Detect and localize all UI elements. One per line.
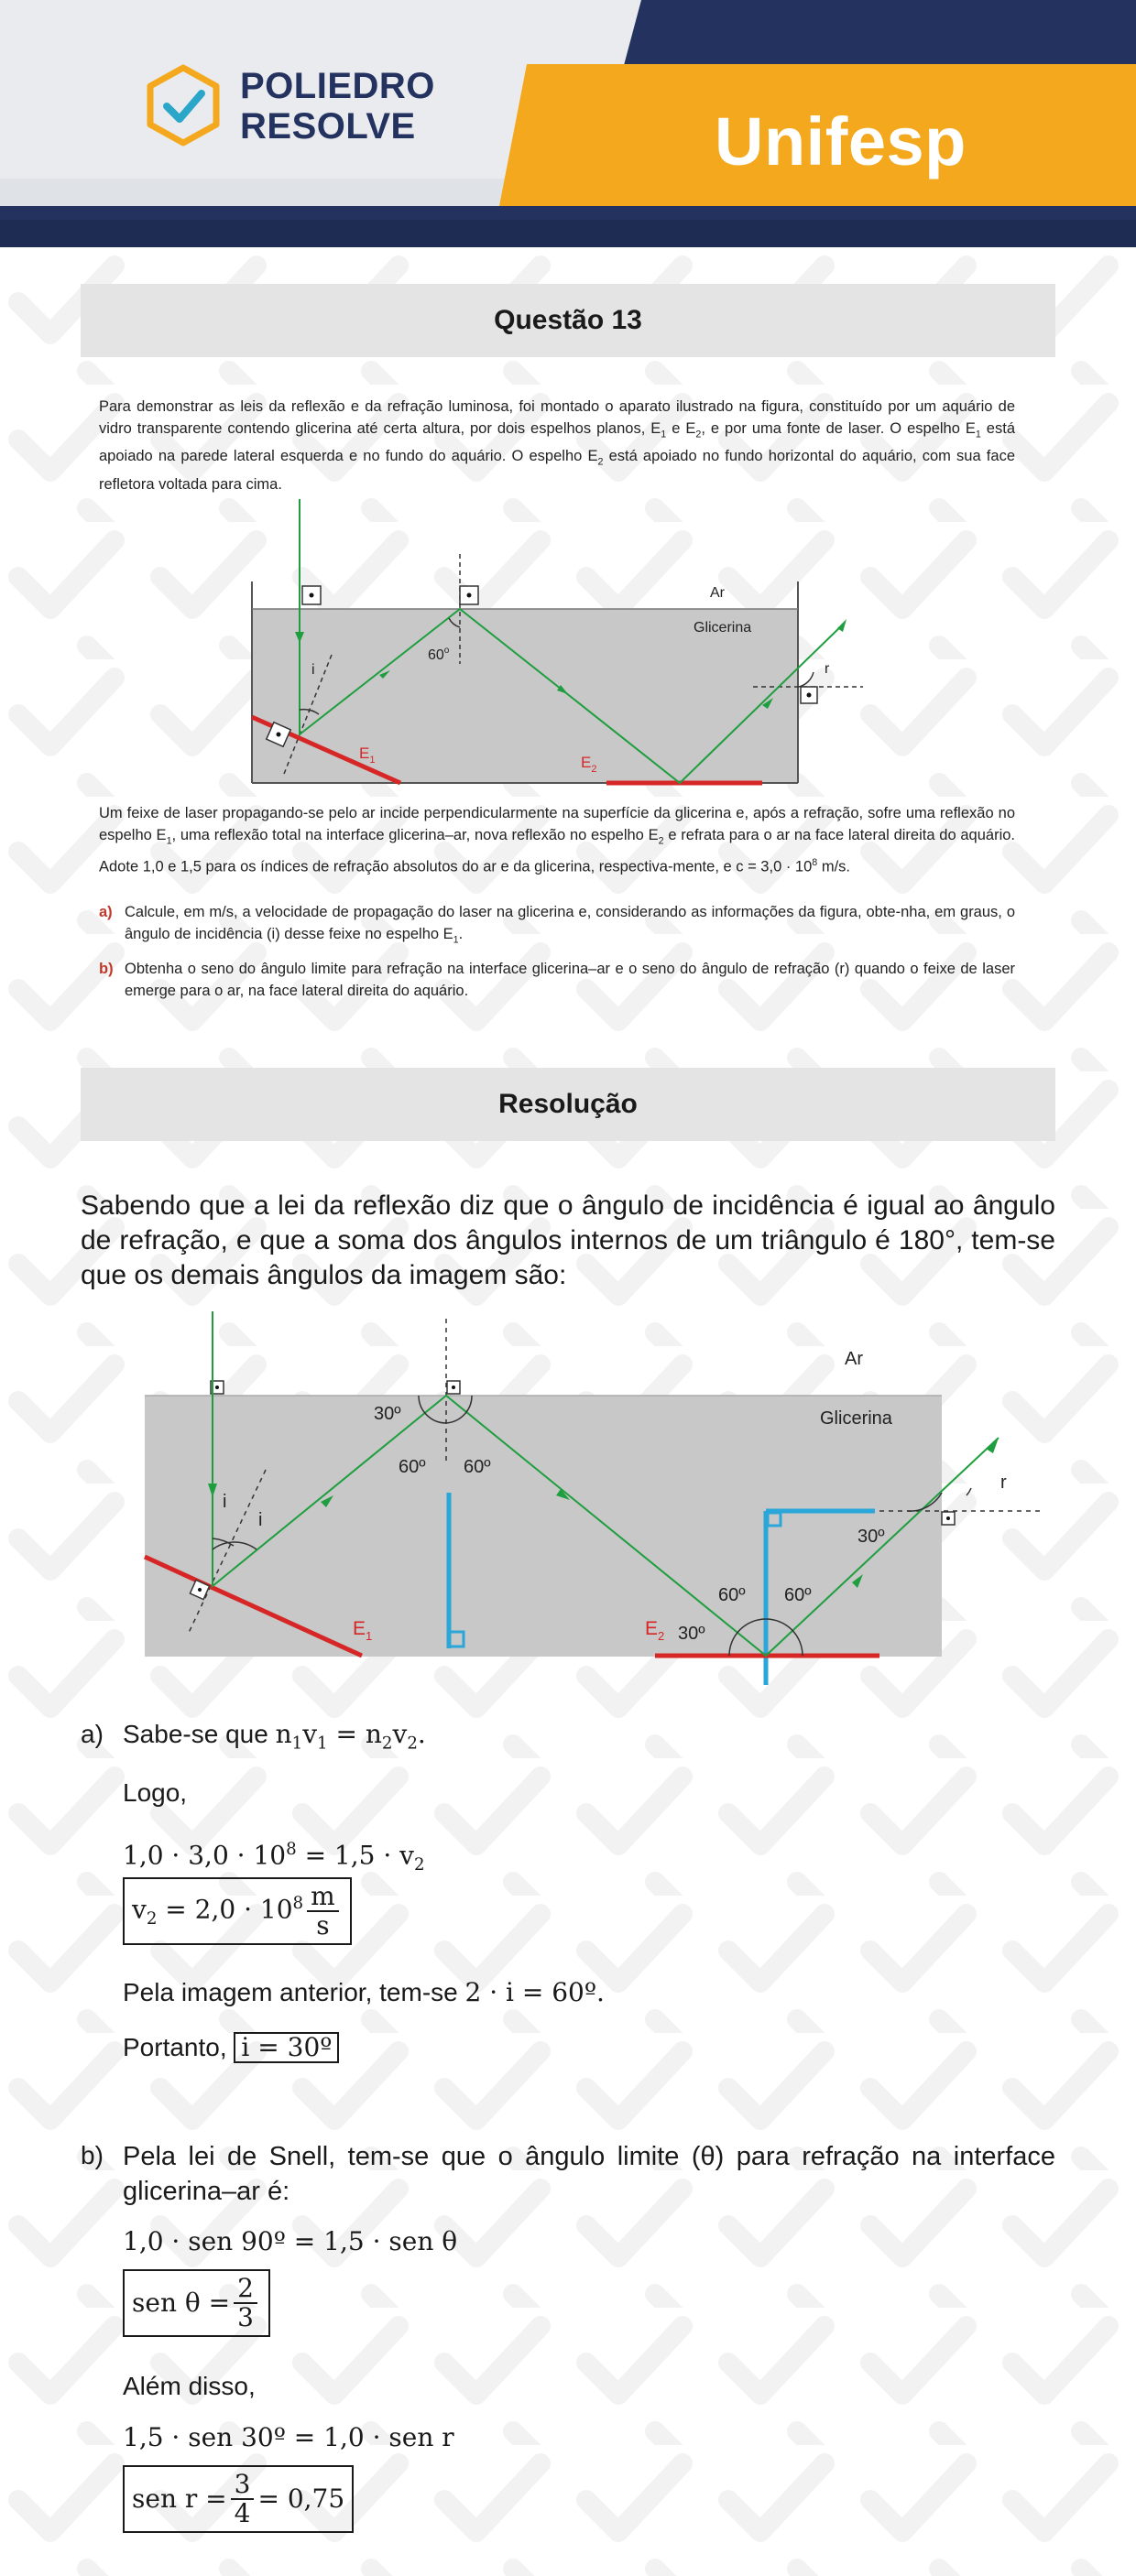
svg-text:30º: 30º	[374, 1404, 401, 1424]
part-b-letter: b)	[81, 2141, 104, 2169]
svg-text:E2: $E_2$	[581, 754, 597, 775]
svg-text:E2: $E_2$	[645, 1618, 665, 1643]
svg-text:i: i	[258, 1510, 263, 1530]
svg-text:60º: 60º	[784, 1585, 812, 1605]
question-figure	[240, 495, 872, 788]
resolution-title: Resolução	[81, 1068, 1055, 1141]
svg-text:60o: 60$^o$	[428, 646, 450, 663]
part-b-eq3: 1,5 · sen 30º = 1,0 · sen r	[123, 2422, 454, 2452]
svg-text:E1: $E_1$	[359, 745, 376, 766]
part-a-line4: Pela imagem anterior, tem-se 2 · i = 60º.	[123, 1977, 605, 2007]
resolution-intro: Sabendo que a lei da reflexão diz que o ângulo de incidência é igual ao ângulo de refração, e que a soma dos ângulos internos de um triângulo é 180°, tem-se que os demais ângulos da imagem são:	[81, 1190, 1055, 1290]
svg-text:Glicerina: Glicerina	[694, 620, 752, 636]
part-a-result-box: $v_2 = 2,0 \cdot 10^8$ $\frac{m}{s}$	[123, 1877, 352, 1945]
svg-text:60º: 60º	[718, 1585, 746, 1605]
resolution-figure	[137, 1310, 1044, 1685]
svg-text:60º: 60º	[464, 1457, 491, 1477]
svg-text:30º: 30º	[678, 1624, 705, 1644]
brand-name: POLIEDRO RESOLVE	[240, 66, 435, 147]
question-intro: Para demonstrar as leis da reflexão e da refração luminosa, foi montado o aparato ilustrado na figura, constituído por um aquário de vidro transparente contendo glicerina até certa altura, por dois espelhos planos, $E_1$ e $E_2$, e por uma fonte de laser. O espelho $E_1$ está apoiado na parede lateral esquerda e no fundo do aquário. O espelho $E_2$ está apoiado no fundo horizontal do aquário, com sua face refletora voltada para cima.	[99, 398, 1015, 493]
svg-text:30º: 30º	[857, 1527, 885, 1547]
svg-text:Ar: Ar	[845, 1349, 863, 1369]
part-a-letter: a)	[81, 1720, 104, 1748]
part-a-eq2: $1,0 \cdot 3,0 \cdot 10^8 = 1,5 \cdot v_2$	[123, 1840, 425, 1875]
question-item-a: a) Calcule, em m/s, a velocidade de propagação do laser na glicerina e, considerando as informações da figura, obte-nha, em graus, o ângulo de incidência (i) desse feixe no espelho $E_1$.	[99, 904, 1015, 946]
svg-text:Ar: Ar	[710, 585, 725, 601]
exam-name: Unifesp	[715, 103, 967, 179]
svg-text:i: i	[311, 662, 315, 678]
svg-text:Glicerina: Glicerina	[820, 1408, 892, 1429]
part-a-line1: Sabe-se que $n_1v_1 = n_2v_2$.	[123, 1719, 426, 1754]
svg-text:E1: $E_1$	[353, 1618, 373, 1643]
part-a-logo: Logo,	[123, 1778, 188, 1807]
part-b-text: Pela lei de Snell, tem-se que o ângulo limite (θ) para refração na interface glicerina–ar é:	[123, 2142, 1055, 2206]
svg-text:i: i	[223, 1492, 227, 1512]
svg-text:r: r	[825, 661, 830, 677]
question-body: Um feixe de laser propagando-se pelo ar incide perpendicularmente na superfície da glicerina e, após a refração, sofre uma reflexão no espelho $E_1$, uma reflexão total na interface glicerina–ar, nova reflexão no espelho $E_2$ e refrata para o ar na face lateral direita do aquário. Adote 1,0 e 1,5 para os índices de refração absolutos do ar e da glicerina, respectiva-mente, e $c = 3,0 \cdot 10^8$ m/s.	[99, 805, 1016, 875]
part-a-line5: Portanto, i = 30º	[123, 2031, 339, 2064]
part-b-alem: Além disso,	[123, 2372, 256, 2400]
part-b-eq1: 1,0 · sen 90º = 1,5 · sen θ	[123, 2226, 458, 2256]
svg-text:60º: 60º	[399, 1457, 426, 1477]
svg-text:r: r	[1000, 1473, 1007, 1493]
part-b-result-box-2: sen r = $\frac{3}{4}$ = 0,75	[123, 2465, 354, 2533]
question-item-b: b) Obtenha o seno do ângulo limite para refração na interface glicerina–ar e o seno do ângulo de refração (r) quando o feixe de laser emerge para o ar, na face lateral direita do aquário.	[99, 961, 1015, 999]
part-b-result-box-1: sen θ = $\frac{2}{3}$	[123, 2269, 270, 2337]
question-title: Questão 13	[81, 284, 1055, 357]
